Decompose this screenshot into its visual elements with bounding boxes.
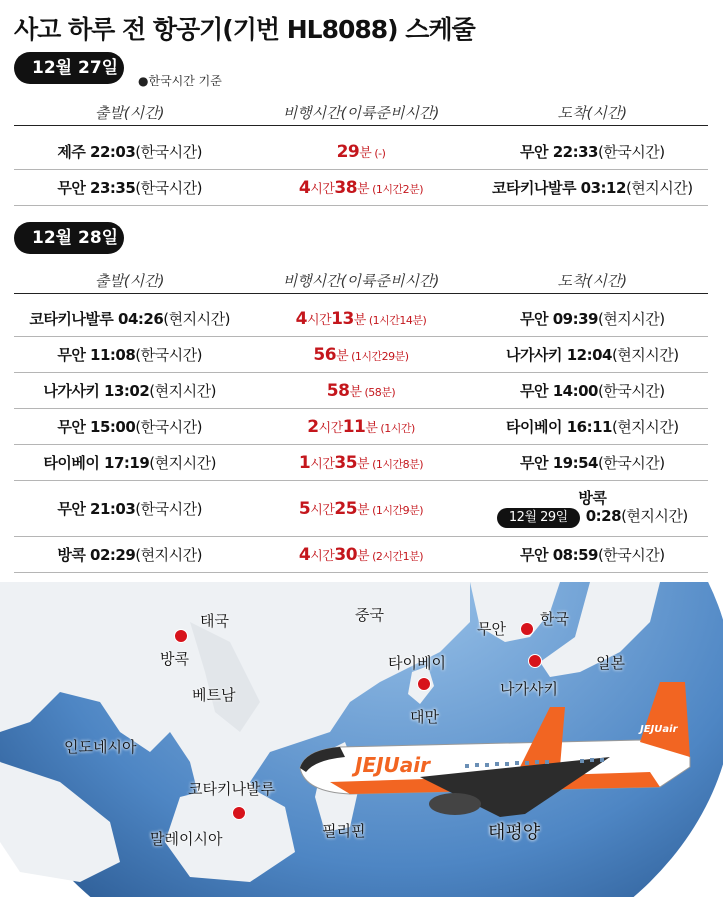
departure-cell: [14, 452, 245, 473]
arrival-cell: [477, 177, 708, 198]
page-title: 사고 하루 전 항공기(기번 HL8088) 스케줄: [14, 15, 475, 44]
flight-time-number: 4: [298, 177, 311, 198]
arrival-time: 0:28: [585, 507, 622, 525]
departure-timezone: (한국시간): [135, 143, 202, 161]
label-philippines: 필리핀: [322, 822, 366, 840]
airline-logo: JEJUair: [355, 753, 430, 777]
table-header-dec28: [14, 268, 708, 294]
label-kotakinabalu: 코타키나발루: [188, 780, 275, 798]
flight-time-cell: [245, 309, 476, 329]
departure-timezone: (한국시간): [135, 179, 202, 197]
flight-time-unit: 시간: [307, 312, 332, 328]
flight-time-cell: [245, 345, 476, 365]
flight-time-cell: [245, 417, 476, 437]
flight-time-unit: 분: [336, 348, 349, 364]
arrival-place-time: 무안 19:54: [520, 454, 598, 472]
departure-place-time: 나가사키 13:02: [43, 382, 150, 400]
label-bangkok: 방콕: [160, 650, 189, 668]
arrival-timezone: (현지시간): [611, 418, 679, 436]
flight-time-number: 4: [298, 544, 311, 565]
departure-place-time: 제주 22:03: [57, 143, 136, 161]
arrival-cell: [477, 308, 708, 329]
label-muan: 무안: [477, 620, 506, 638]
schedule-row: [14, 134, 708, 170]
departure-timezone: (현지시간): [135, 546, 202, 564]
schedule-row: [14, 445, 708, 481]
arrival-place-time: 코타키나발루 03:12: [492, 179, 626, 197]
arrival-cell: [477, 489, 708, 528]
prep-time: (1시간29분): [348, 349, 409, 363]
label-taiwan: 대만: [410, 708, 439, 726]
taipei-marker: [417, 677, 431, 691]
departure-cell: [14, 416, 245, 437]
departure-place-time: 무안 21:03: [57, 500, 136, 518]
arrival-timezone: (현지시간): [611, 346, 679, 364]
header-arrival: 도착(시간): [557, 104, 628, 122]
schedule-row: [14, 409, 708, 445]
flight-time-cell: [245, 499, 476, 519]
label-japan: 일본: [596, 654, 625, 672]
flight-time-unit: 분: [357, 181, 370, 197]
arrival-place-time: 무안 14:00: [520, 382, 598, 400]
label-pacific: 태평양: [488, 822, 541, 843]
departure-cell: [14, 344, 245, 365]
timezone-note: ●한국시간 기준: [138, 74, 222, 88]
arrival-cell: [477, 141, 708, 162]
label-taipei: 타이베이: [388, 654, 446, 672]
arrival-place-time: 타이베이 16:11: [506, 418, 612, 436]
prep-time: (-): [371, 146, 386, 160]
flight-time-number: 35: [334, 452, 358, 473]
label-thailand: 태국: [200, 612, 229, 630]
label-china: 중국: [355, 606, 384, 624]
label-malaysia: 말레이시아: [150, 830, 223, 848]
flight-time-number: 4: [295, 308, 307, 329]
flight-time-unit: 분: [357, 502, 370, 518]
arrival-cell: [477, 416, 708, 437]
arrival-city: 방콕: [578, 489, 607, 507]
flight-time-unit: 시간: [310, 181, 335, 197]
departure-cell: [14, 177, 245, 198]
flight-time-unit: 분: [359, 145, 372, 161]
departure-place-time: 무안 23:35: [57, 179, 136, 197]
date-badge-dec27: 12월 27일: [14, 52, 124, 84]
flight-time-unit: 시간: [310, 456, 335, 472]
header-arrival: 도착(시간): [557, 272, 628, 290]
flight-time-unit: 시간: [310, 548, 335, 564]
plane-engine: [429, 793, 481, 815]
arrival-timezone: (현지시간): [625, 179, 693, 197]
tail-logo: JEJUair: [640, 724, 678, 735]
prep-time: (1시간8분): [369, 457, 424, 471]
next-day-badge: 12월 29일: [497, 508, 580, 528]
label-indonesia: 인도네시아: [64, 738, 137, 756]
prep-time: (58분): [361, 385, 396, 399]
prep-time: (1시간2분): [369, 182, 424, 196]
departure-cell: [14, 308, 245, 329]
schedule-row: [14, 337, 708, 373]
flight-time-unit: 분: [365, 420, 378, 436]
flight-time-unit: 분: [353, 312, 366, 328]
table-header-dec27: [14, 100, 708, 126]
schedule-row: [14, 301, 708, 337]
arrival-cell: [477, 380, 708, 401]
flight-time-cell: [245, 545, 476, 565]
label-korea: 한국: [540, 610, 569, 628]
header-departure: 출발(시간): [94, 104, 165, 122]
departure-timezone: (현지시간): [163, 310, 230, 328]
schedule-row: [14, 537, 708, 573]
departure-cell: [14, 544, 245, 565]
label-nagasaki: 나가사키: [500, 680, 558, 698]
bangkok-marker: [174, 629, 188, 643]
flight-time-number: 30: [334, 544, 358, 565]
arrival-cell: [477, 452, 708, 473]
flight-time-unit: 분: [357, 548, 370, 564]
prep-time: (1시간14분): [365, 313, 427, 327]
arrival-line: [497, 507, 688, 528]
departure-timezone: (현지시간): [149, 382, 216, 400]
flight-time-unit: 시간: [310, 502, 335, 518]
nagasaki-marker: [528, 654, 542, 668]
departure-place-time: 타이베이 17:19: [43, 454, 150, 472]
departure-timezone: (한국시간): [135, 418, 202, 436]
flight-time-number: 58: [326, 380, 350, 401]
route-map: [0, 582, 723, 897]
departure-place-time: 무안 11:08: [57, 346, 136, 364]
flight-time-unit: 분: [357, 456, 370, 472]
label-vietnam: 베트남: [192, 686, 236, 704]
prep-time: (1시간): [377, 421, 415, 435]
departure-timezone: (한국시간): [135, 346, 202, 364]
flight-time-unit: 시간: [318, 420, 343, 436]
arrival-timezone: (한국시간): [597, 382, 665, 400]
arrival-place-time: 나가사키 12:04: [506, 346, 612, 364]
flight-time-cell: [245, 453, 476, 473]
flight-time-number: 2: [307, 416, 319, 437]
schedule-row: [14, 170, 708, 206]
flight-time-number: 56: [313, 344, 337, 365]
arrival-timezone: (한국시간): [597, 143, 665, 161]
arrival-cell: [477, 344, 708, 365]
flight-time-number: 29: [336, 141, 360, 162]
header-flight-time: 비행시간(이륙준비시간): [282, 104, 440, 122]
departure-place-time: 방콕 02:29: [57, 546, 136, 564]
schedule-row: [14, 373, 708, 409]
date-badge-dec28: 12월 28일: [14, 222, 124, 254]
arrival-stack: [477, 489, 708, 528]
arrival-timezone: (현지시간): [621, 507, 688, 525]
flight-time-number: 11: [342, 416, 366, 437]
arrival-timezone: (한국시간): [597, 546, 665, 564]
flight-time-number: 1: [298, 452, 311, 473]
prep-time: (1시간9분): [369, 503, 424, 517]
arrival-place-time: 무안 09:39: [520, 310, 598, 328]
kotakinabalu-marker: [232, 806, 246, 820]
departure-place-time: 무안 15:00: [57, 418, 136, 436]
departure-cell: [14, 141, 245, 162]
header-departure: 출발(시간): [94, 272, 165, 290]
prep-time: (2시간1분): [369, 549, 424, 563]
schedule-row: [14, 481, 708, 537]
flight-time-unit: 분: [349, 384, 362, 400]
departure-cell: [14, 498, 245, 519]
flight-time-cell: [245, 142, 476, 162]
flight-time-number: 13: [331, 308, 354, 329]
departure-timezone: (현지시간): [149, 454, 216, 472]
departure-timezone: (한국시간): [135, 500, 202, 518]
flight-time-number: 5: [298, 498, 311, 519]
muan-marker: [520, 622, 534, 636]
departure-cell: [14, 380, 245, 401]
flight-time-cell: [245, 381, 476, 401]
departure-place-time: 코타키나발루 04:26: [29, 310, 164, 328]
arrival-timezone: (한국시간): [597, 454, 665, 472]
arrival-place-time: 무안 08:59: [520, 546, 598, 564]
flight-time-cell: [245, 178, 476, 198]
arrival-cell: [477, 544, 708, 565]
flight-time-number: 38: [334, 177, 358, 198]
arrival-timezone: (현지시간): [597, 310, 665, 328]
arrival-place-time: 무안 22:33: [520, 143, 598, 161]
header-flight-time: 비행시간(이륙준비시간): [282, 272, 440, 290]
flight-time-number: 25: [334, 498, 358, 519]
